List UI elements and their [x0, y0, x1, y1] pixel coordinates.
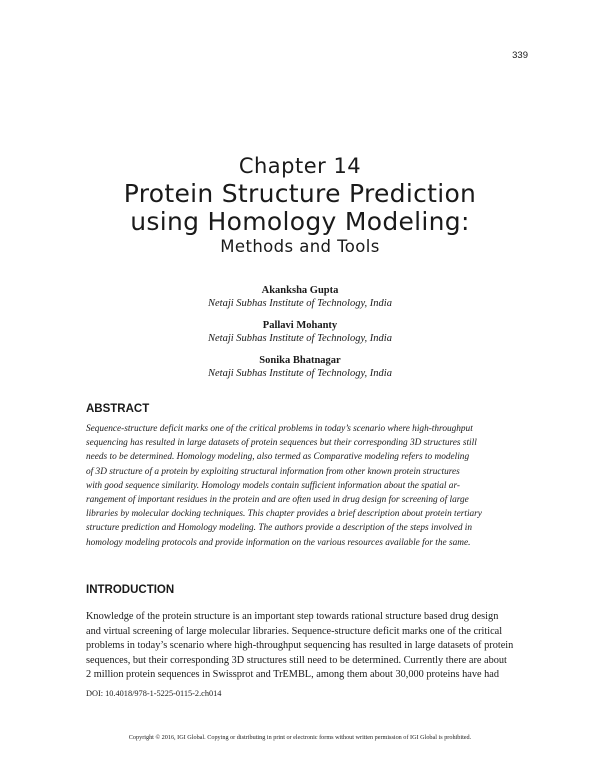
author-affiliation: Netaji Subhas Institute of Technology, India [208, 333, 392, 344]
introduction-text [86, 610, 530, 683]
author-list [0, 284, 600, 389]
introduction-line: sequences, but their corresponding 3D structures still need to be determined. Currently there are about [86, 654, 507, 666]
chapter-title-line: Protein Structure Prediction [123, 179, 477, 208]
copyright-notice: Copyright © 2016, IGI Global. Copying or distributing in print or electronic forms without written permission of IGI Global is prohibited. [128, 734, 472, 741]
abstract-line: structure prediction and Homology modeling. The authors provide a description of the steps involved in [86, 523, 473, 534]
author-block [0, 354, 600, 380]
introduction-heading: INTRODUCTION [86, 584, 175, 596]
author-name: Pallavi Mohanty [262, 320, 338, 331]
chapter-subtitle: Methods and Tools [220, 237, 380, 256]
abstract-line: of 3D structure of a protein by exploiting structural information from other known protein structures [86, 466, 460, 477]
abstract-text [86, 422, 530, 550]
author-affiliation: Netaji Subhas Institute of Technology, India [208, 298, 392, 309]
abstract-line: homology modeling protocols and provide information on the various resources available for the same. [86, 537, 471, 548]
author-block [0, 284, 600, 310]
introduction-line: 2 million protein sequences in Swissprot and TrEMBL, among them about 30,000 proteins have had [86, 669, 499, 681]
author-affiliation: Netaji Subhas Institute of Technology, India [208, 368, 392, 379]
chapter-label: Chapter 14 [238, 154, 362, 178]
abstract-heading: ABSTRACT [86, 403, 150, 415]
author-name: Sonika Bhatnagar [259, 355, 341, 366]
abstract-line: with good sequence similarity. Homology models contain sufficient information about the spatial ar- [86, 480, 460, 491]
author-block [0, 319, 600, 345]
introduction-line: Knowledge of the protein structure is an important step towards rational structure based drug design [86, 611, 499, 622]
abstract-line: needs to be determined. Homology modeling, also termed as Comparative modeling refers to modeling [86, 452, 470, 463]
doi-line: DOI: 10.4018/978-1-5225-0115-2.ch014 [86, 689, 222, 698]
chapter-title [0, 180, 600, 236]
introduction-line: problems in today’s scenario where high-throughput sequencing has resulted in large datasets of protein [86, 640, 514, 652]
abstract-line: Sequence-structure deficit marks one of the critical problems in today’s scenario where high-throughput [86, 424, 473, 434]
abstract-line: sequencing has resulted in large datasets of protein sequences but their corresponding 3D structures still [86, 438, 477, 449]
chapter-title-line: using Homology Modeling: [130, 207, 470, 236]
abstract-line: libraries by molecular docking techniques. This chapter provides a brief description about protein tertiary [86, 509, 482, 520]
page-number: 339 [512, 50, 528, 61]
introduction-line: and virtual screening of large molecular libraries. Sequence-structure deficit marks one of the critical [86, 625, 503, 637]
abstract-line: rangement of important residues in the protein and are often used in drug design for screening of large [86, 495, 469, 506]
author-name: Akanksha Gupta [261, 285, 339, 296]
